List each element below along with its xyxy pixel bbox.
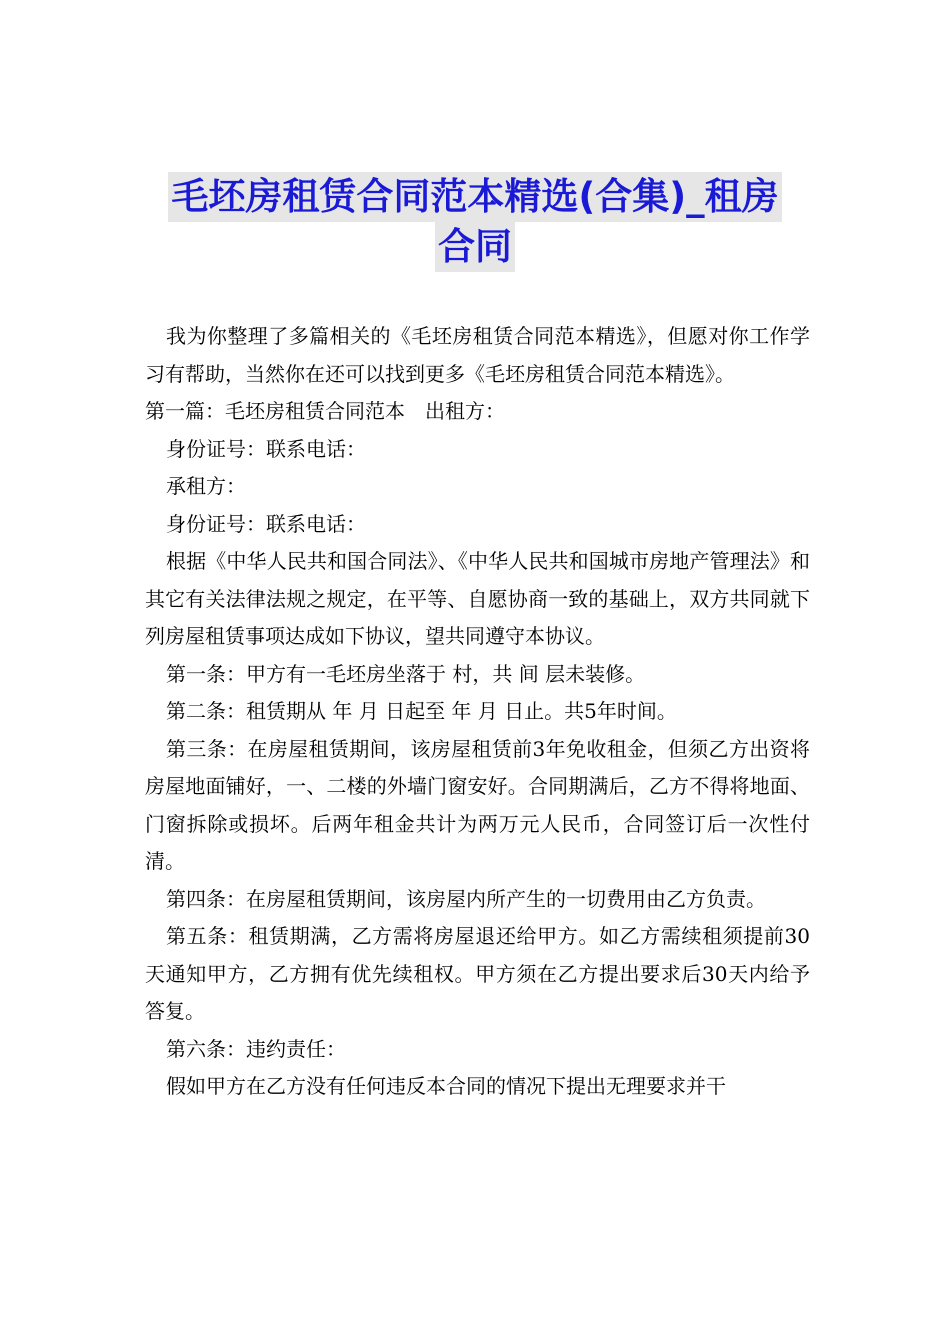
section-heading: 第一篇：毛坯房租赁合同范本 出租方： xyxy=(145,399,505,423)
title-line-2: 合同 xyxy=(435,222,515,272)
lessee-line: 承租方： xyxy=(166,474,246,498)
lessor-id-line: 身份证号：联系电话： xyxy=(166,436,366,461)
document-title xyxy=(100,172,850,272)
article-1: 第一条：甲方有一毛坯房坐落于 村，共 间 层未装修。 xyxy=(166,661,646,686)
article-4: 第四条：在房屋租赁期间，该房屋内所产生的一切费用由乙方负责。 xyxy=(166,886,766,911)
article-6: 第六条：违约责任： xyxy=(166,1036,346,1061)
lessee-id-line: 身份证号：联系电话： xyxy=(166,511,366,536)
title-line-1: 毛坯房租赁合同范本精选(合集)_租房 xyxy=(168,172,781,222)
preamble-paragraph: 根据《中华人民共和国合同法》、《中华人民共和国城市房地产管理法》和其它有关法律法规之规定，在平等、自愿协商一致的基础上，双方共同就下列房屋租赁事项达成如下协议，望共同遵守本协议。 xyxy=(145,549,810,648)
document-body xyxy=(145,318,810,1106)
article-5: 第五条：租赁期满，乙方需将房屋退还给甲方。如乙方需续租须提前30天通知甲方，乙方拥有优先续租权。甲方须在乙方提出要求后30天内给予答复。 xyxy=(145,924,810,1023)
article-2: 第二条：租赁期从 年 月 日起至 年 月 日止。共5年时间。 xyxy=(166,699,677,723)
article-3: 第三条：在房屋租赁期间，该房屋租赁前3年免收租金，但须乙方出资将房屋地面铺好，一、二楼的外墙门窗安好。合同期满后，乙方不得将地面、门窗拆除或损坏。后两年租金共计为两万元人民币，合同签订后一次性付清。 xyxy=(145,736,810,873)
article-6-text: 假如甲方在乙方没有任何违反本合同的情况下提出无理要求并干 xyxy=(166,1074,726,1098)
intro-paragraph: 我为你整理了多篇相关的《毛坯房租赁合同范本精选》，但愿对你工作学习有帮助，当然你在还可以找到更多《毛坯房租赁合同范本精选》。 xyxy=(145,324,810,386)
